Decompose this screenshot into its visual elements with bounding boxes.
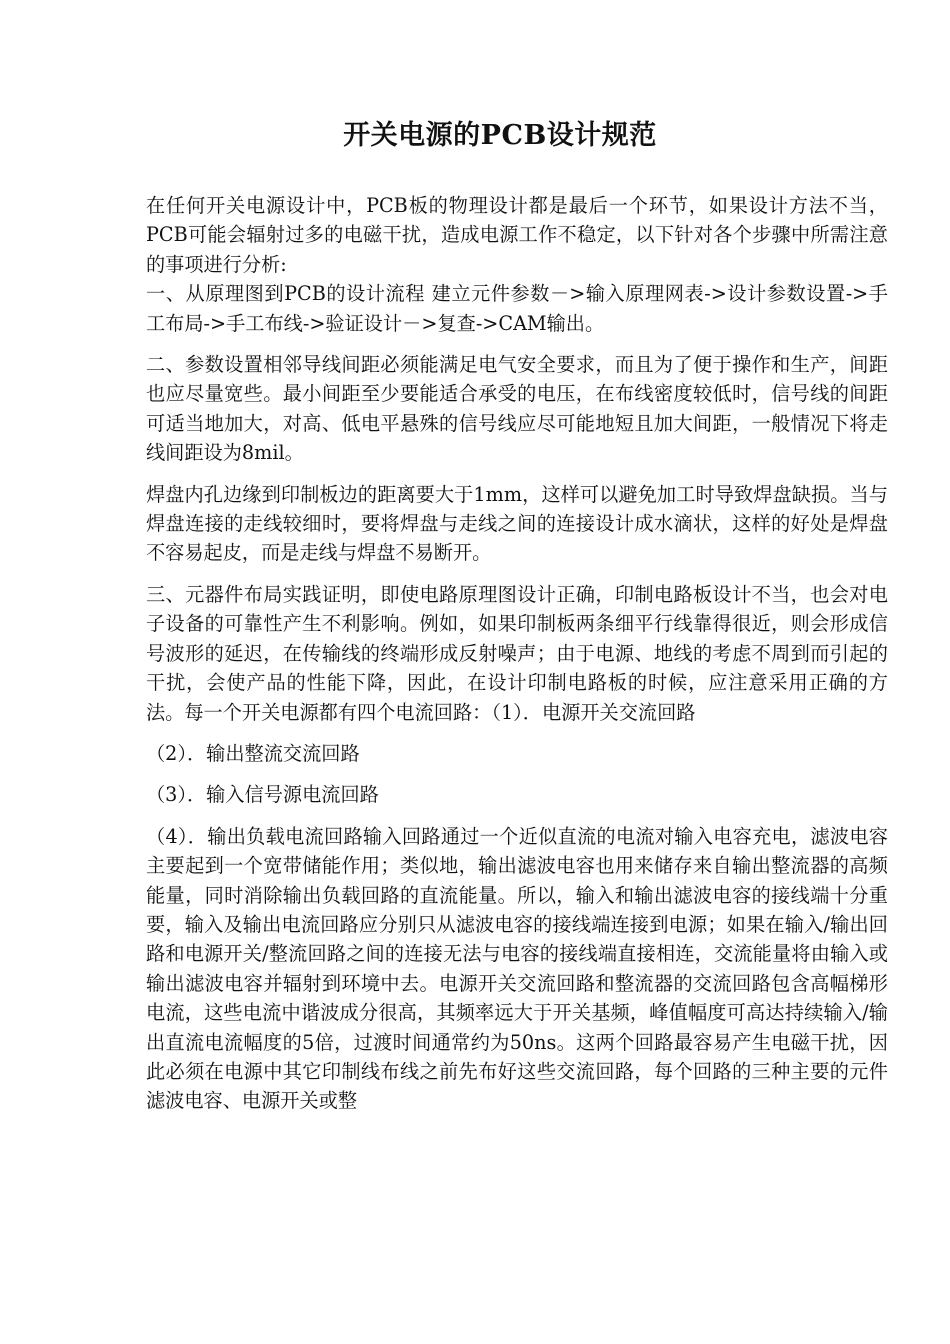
paragraph-intro: 在任何开关电源设计中，PCB板的物理设计都是最后一个环节，如果设计方法不当，PCB可能会辐射过多的电磁干扰，造成电源工作不稳定，以下针对各个步骤中所需注意的事项进行分析: — [146, 194, 888, 276]
document-title: 开关电源的PCB设计规范 — [343, 120, 657, 151]
paragraph-component-layout: 三、元器件布局实践证明，即使电路原理图设计正确，印制电路板设计不当，也会对电子设备的可靠性产生不利影响。例如，如果印制板两条细平行线靠得很近，则会形成信号波形的延迟，在传输线的终端形成反射噪声；由于电源、地线的考虑不周到而引起的干扰，会使产品的性能下降，因此，在设计印制电路板的时候，应注意采用正确的方法。每一个开关电源都有四个电流回路：（1）．电源开关交流回路 — [146, 582, 888, 724]
paragraph-loop-4: （4）．输出负载电流回路输入回路通过一个近似直流的电流对输入电容充电，滤波电容主要起到一个宽带储能作用；类似地，输出滤波电容也用来储存来自输出整流器的高频能量，同时消除输出负载回路的直流能量。所以，输入和输出滤波电容的接线端十分重要，输入及输出电流回路应分别只从滤波电容的接线端连接到电源；如果在输入/输出回路和电源开关/整流回路之间的连接无法与电容的接线端直接相连，交流能量将由输入或输出滤波电容并辐射到环境中去。电源开关交流回路和整流器的交流回路包含高幅梯形电流，这些电流中谐波成分很高，其频率远大于开关基频，峰值幅度可高达持续输入/输出直流电流幅度的5倍，过渡时间通常约为50ns。这两个回路最容易产生电磁干扰，因此必须在电源中其它印制线布线之前先布好这些交流回路，每个回路的三种主要的元件滤波电容、电源开关或整 — [146, 824, 888, 1113]
paragraph-loop-2: （2）．输出整流交流回路 — [146, 741, 360, 765]
paragraph-pad-spacing: 焊盘内孔边缘到印制板边的距离要大于1mm，这样可以避免加工时导致焊盘缺损。当与焊盘连接的走线较细时，要将焊盘与走线之间的连接设计成水滴状，这样的好处是焊盘不容易起皮，而是走线与焊盘不易断开。 — [146, 482, 888, 565]
paragraph-loop-3: （3）．输入信号源电流回路 — [146, 783, 379, 807]
paragraph-design-flow: 一、从原理图到PCB的设计流程 建立元件参数－>输入原理网表->设计参数设置->手工布局->手工布线->验证设计－>复查->CAM输出。 — [146, 282, 888, 335]
paragraph-parameter-settings: 二、参数设置相邻导线间距必须能满足电气安全要求，而且为了便于操作和生产，间距也应尽量宽些。最小间距至少要能适合承受的电压，在布线密度较低时，信号线的间距可适当地加大，对高、低电平悬殊的信号线应尽可能地短且加大间距，一般情况下将走线间距设为8mil。 — [146, 353, 888, 465]
document-body — [146, 191, 888, 1116]
